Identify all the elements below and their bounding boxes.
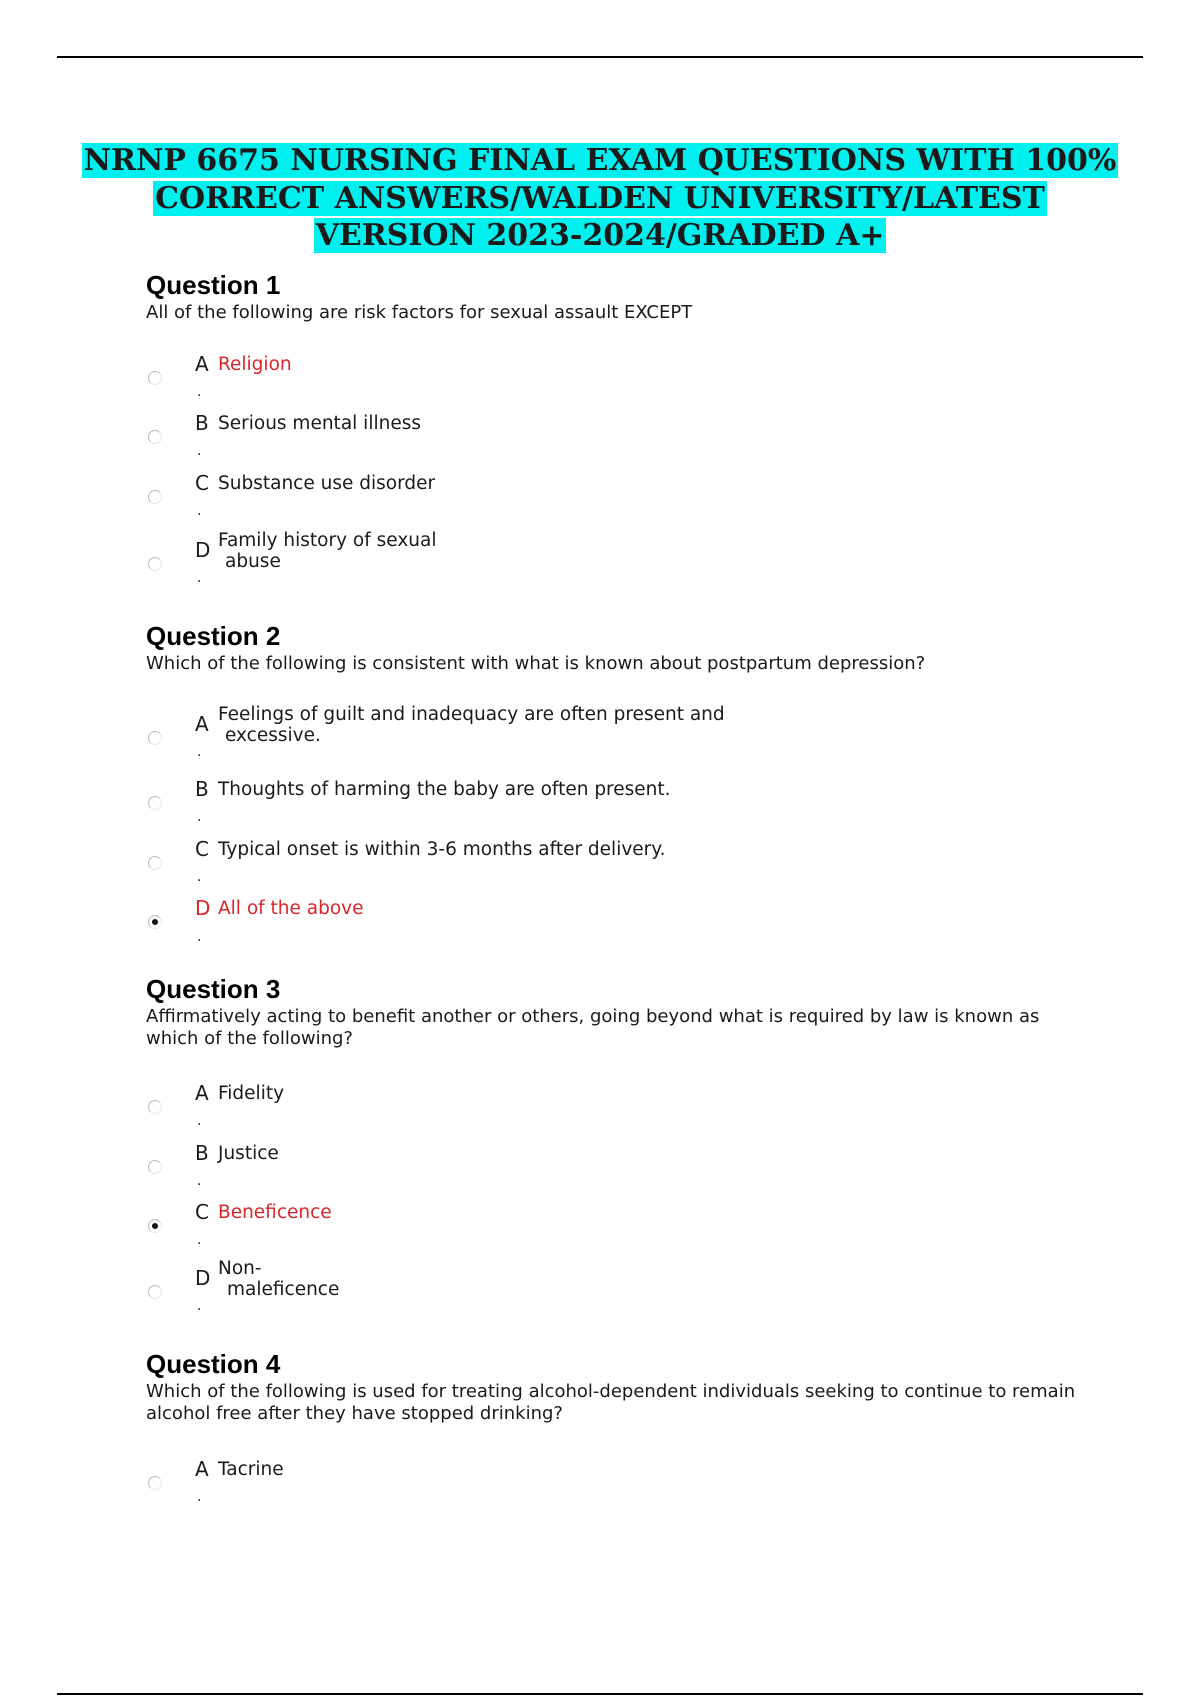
option-letter: D (195, 538, 211, 562)
option-radio-q2-c[interactable] (148, 856, 162, 870)
bottom-rule (57, 1693, 1143, 1695)
option-letter: A (195, 352, 209, 376)
option-text-q3-c: Beneficence (218, 1202, 332, 1223)
title-line-2: CORRECT ANSWERS/WALDEN UNIVERSITY/LATEST (155, 180, 1045, 216)
option-text-q3-d (218, 1258, 339, 1300)
option-dot: . (197, 384, 202, 400)
option-dot: . (197, 1232, 202, 1248)
option-text-line: Non- (218, 1258, 262, 1279)
option-letter: B (195, 1141, 209, 1165)
option-dot: . (197, 503, 202, 519)
option-text-q2-a (218, 704, 725, 746)
option-text-q1-d (218, 530, 436, 572)
question-title: Question 1 (146, 270, 281, 300)
option-text-line: Family history of sexual (218, 530, 437, 551)
option-radio-q1-b[interactable] (148, 430, 162, 444)
option-text-line: Feelings of guilt and inadequacy are often present and (218, 704, 725, 725)
question-title: Question 3 (146, 974, 281, 1004)
question-title: Question 4 (146, 1349, 281, 1379)
option-radio-q3-b[interactable] (148, 1160, 162, 1174)
document-title (60, 142, 1140, 255)
option-radio-q1-c[interactable] (148, 490, 162, 504)
option-radio-q2-b[interactable] (148, 796, 162, 810)
option-radio-q3-c-selected[interactable] (148, 1219, 162, 1233)
option-radio-q2-a[interactable] (148, 731, 162, 745)
option-letter: C (195, 471, 209, 495)
option-dot: . (197, 1173, 202, 1189)
option-radio-q1-d[interactable] (148, 557, 162, 571)
option-radio-q4-a[interactable] (148, 1476, 162, 1490)
option-text-q3-a: Fidelity (218, 1083, 285, 1104)
option-letter: C (195, 1200, 209, 1224)
question-text: Which of the following is used for treating alcohol-dependent individuals seeking to continue to remain alcohol free after they have stopped drinking? (146, 1381, 1076, 1424)
option-letter: C (195, 837, 209, 861)
option-text-continuation: excessive. (225, 725, 321, 746)
top-rule (57, 56, 1143, 58)
option-dot: . (197, 929, 202, 945)
option-text-q1-b: Serious mental illness (218, 413, 421, 434)
option-letter: B (195, 777, 209, 801)
option-letter: A (195, 1457, 209, 1481)
option-text-continuation: maleficence (227, 1279, 340, 1300)
option-letter: B (195, 411, 209, 435)
option-dot: . (197, 1113, 202, 1129)
title-line-3: VERSION 2023-2024/GRADED A+ (315, 218, 885, 253)
option-text-q4-a: Tacrine (218, 1459, 284, 1480)
question-text: All of the following are risk factors for sexual assault EXCEPT (146, 302, 693, 323)
option-dot: . (197, 443, 202, 459)
option-dot: . (197, 744, 202, 760)
option-radio-q2-d-selected[interactable] (148, 915, 162, 929)
question-text: Which of the following is consistent with what is known about postpartum depression? (146, 653, 926, 674)
option-text-continuation: abuse (225, 551, 281, 572)
option-letter: D (195, 1266, 211, 1290)
option-letter: A (195, 1081, 209, 1105)
question-text: Affirmatively acting to benefit another or others, going beyond what is required by law is known as which of the following? (146, 1006, 1040, 1049)
option-text-q2-d: All of the above (218, 898, 364, 919)
option-dot: . (197, 1298, 202, 1314)
option-text-q3-b: Justice (218, 1143, 279, 1164)
option-radio-q3-a[interactable] (148, 1100, 162, 1114)
option-text-q2-b: Thoughts of harming the baby are often present. (218, 779, 671, 800)
question-title: Question 2 (146, 621, 281, 651)
title-line-1: NRNP 6675 NURSING FINAL EXAM QUESTIONS WITH 100% (83, 143, 1117, 178)
option-dot: . (197, 570, 202, 586)
option-dot: . (197, 869, 202, 885)
option-letter: A (195, 712, 209, 736)
option-radio-q1-a[interactable] (148, 371, 162, 385)
option-text-q1-a: Religion (218, 354, 292, 375)
option-letter: D (195, 896, 211, 920)
option-radio-q3-d[interactable] (148, 1285, 162, 1299)
option-text-q1-c: Substance use disorder (218, 473, 436, 494)
option-dot: . (197, 1489, 202, 1505)
option-text-q2-c: Typical onset is within 3-6 months after delivery. (218, 839, 666, 860)
option-dot: . (197, 809, 202, 825)
